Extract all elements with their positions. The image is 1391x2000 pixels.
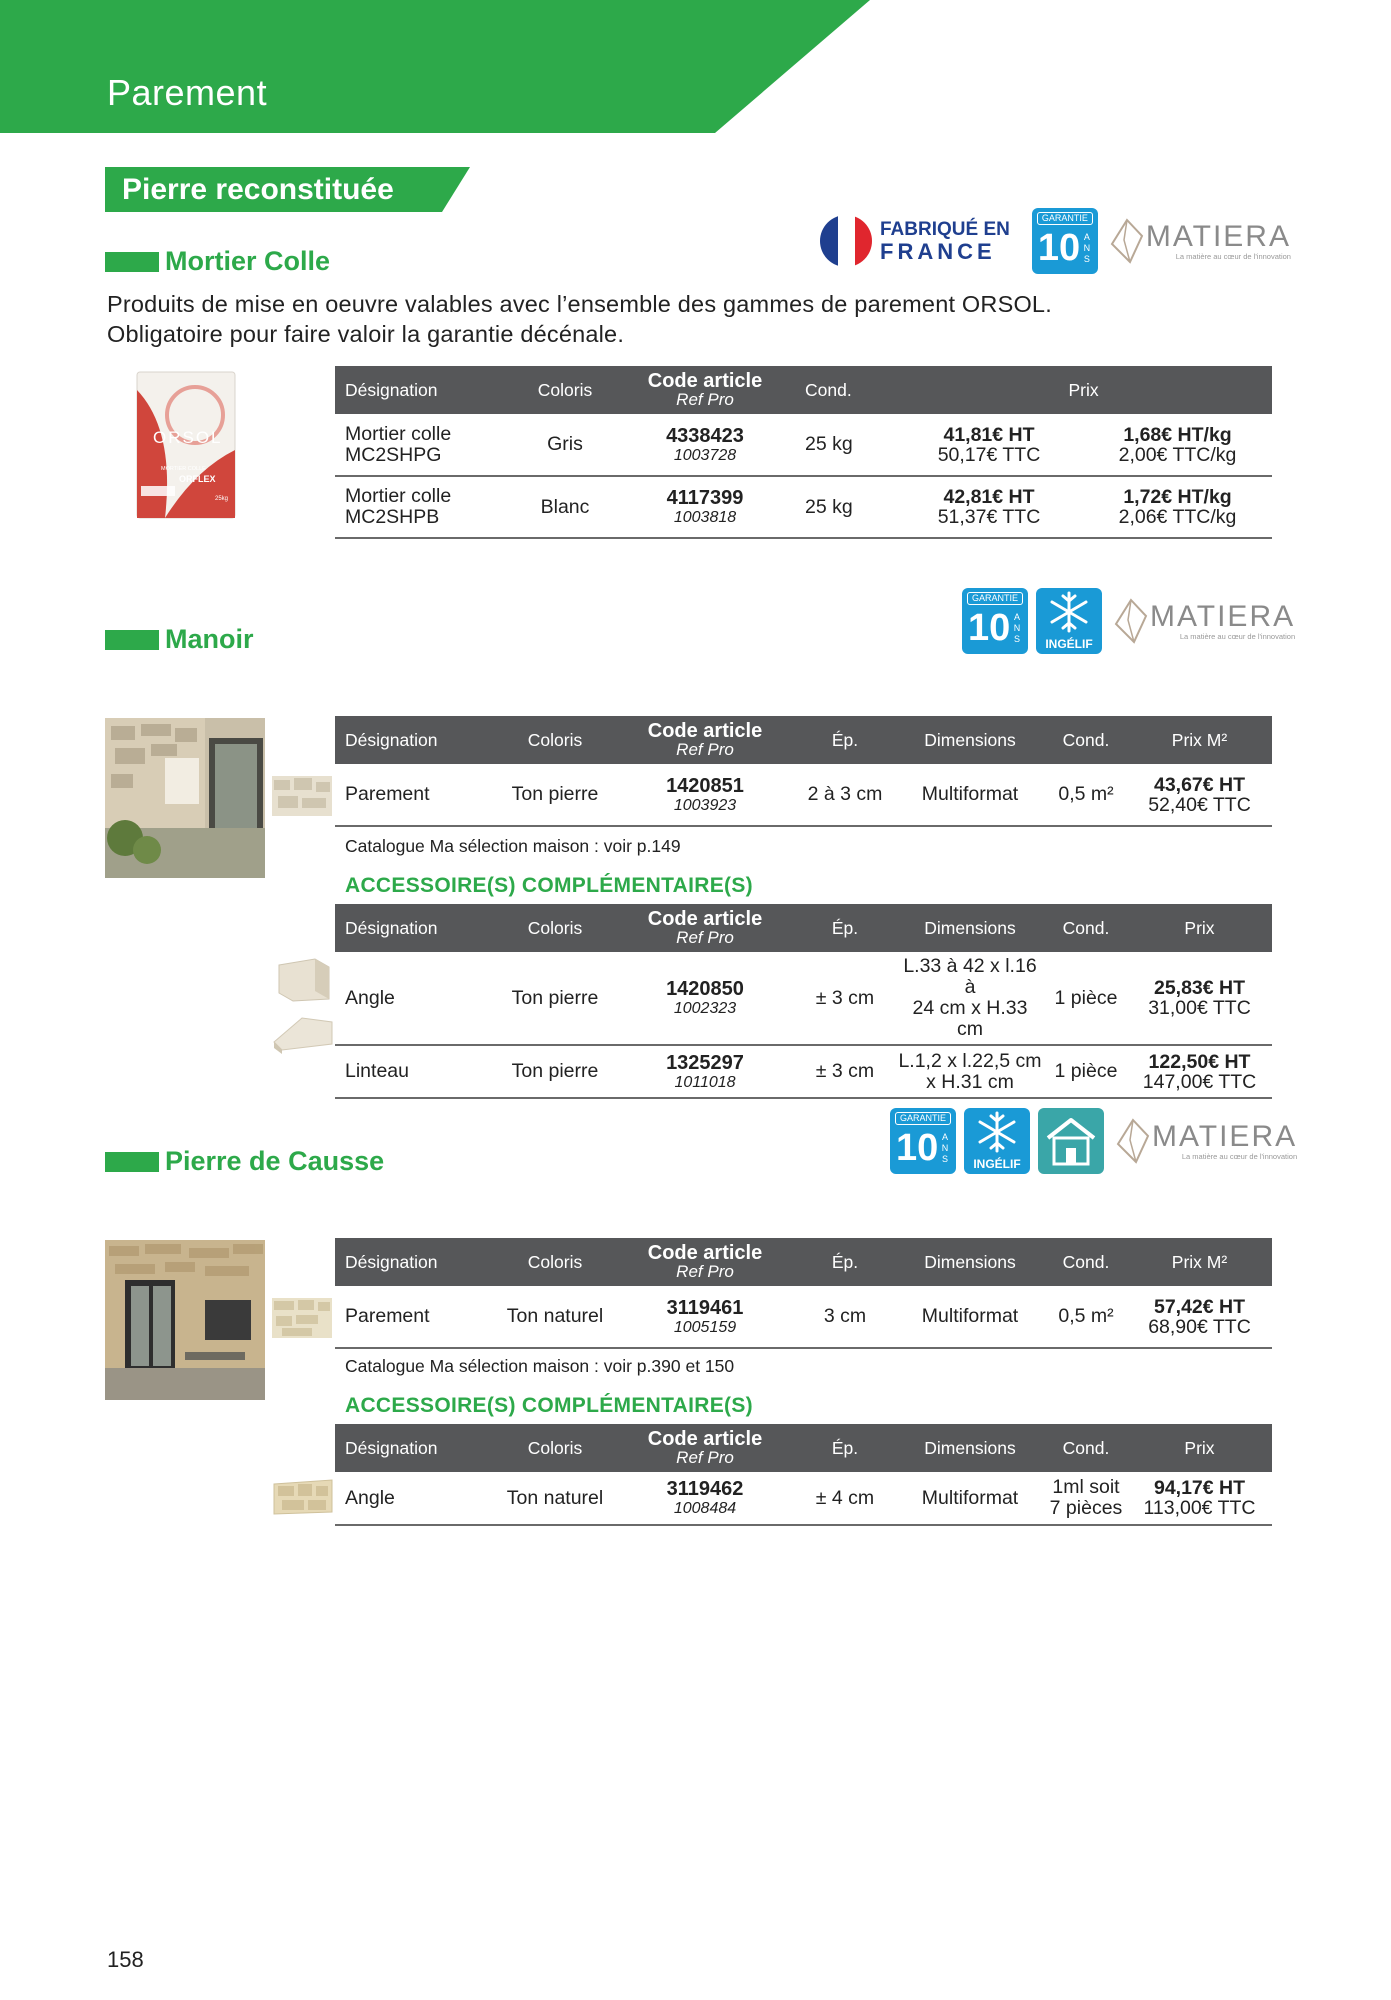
- col-cond: Cond.: [1045, 716, 1127, 764]
- col-cond: Cond.: [795, 366, 895, 414]
- matiera-crystal-icon: [1116, 1118, 1150, 1164]
- col-designation: Désignation: [335, 1238, 495, 1286]
- manoir-catalogue-note: Catalogue Ma sélection maison : voir p.149: [345, 836, 681, 856]
- bag-product-type: MORTIER COLLE: [161, 466, 206, 472]
- intro-line: Produits de mise en oeuvre valables avec l’ensemble des gammes de parement ORSOL.: [107, 291, 1052, 317]
- cell-price: [1127, 1472, 1272, 1525]
- causse-table: [335, 1238, 1272, 1349]
- cell-code: [615, 1045, 795, 1098]
- page-header-banner: [0, 0, 870, 133]
- ref-value: 1003923: [673, 796, 737, 814]
- section-title: Pierre de Causse: [165, 1146, 385, 1176]
- causse-accessories-title: ACCESSOIRE(S) COMPLÉMENTAIRE(S): [345, 1394, 753, 1417]
- table-row: [335, 414, 1272, 476]
- cell-ep: ± 4 cm: [795, 1472, 895, 1525]
- matiera-crystal-icon: [1110, 218, 1144, 264]
- col-prix: Prix M²: [1127, 1238, 1272, 1286]
- col-prix: Prix: [1127, 904, 1272, 952]
- cell-price: [1127, 1286, 1272, 1348]
- dimension-line: x H.31 cm: [926, 1070, 1014, 1093]
- code-value: 4117399: [666, 487, 744, 509]
- unit-price-ttc: 2,06€ TTC/kg: [1118, 506, 1237, 528]
- matiera-name: MATIERA: [1152, 1119, 1298, 1153]
- section-title: Mortier Colle: [165, 246, 331, 276]
- page-title: Parement: [107, 72, 268, 113]
- snowflake-icon: [975, 1110, 1019, 1154]
- col-ep: Ép.: [795, 716, 895, 764]
- unit-price-ttc: 2,00€ TTC/kg: [1118, 443, 1237, 466]
- causse-catalogue-note: Catalogue Ma sélection maison : voir p.390 et 150: [345, 1356, 735, 1376]
- code-value: 1420850: [666, 978, 744, 1000]
- col-code: [615, 1238, 795, 1286]
- cell-cond: 1 pièce: [1045, 1045, 1127, 1098]
- cell-coloris: Ton naturel: [495, 1286, 615, 1348]
- cell-code: [615, 476, 795, 538]
- cell-coloris: Gris: [515, 414, 615, 476]
- price-ht: 43,67€ HT: [1153, 773, 1246, 796]
- section-marker: [105, 630, 159, 650]
- price-ht: 57,42€ HT: [1153, 1295, 1246, 1318]
- ref-label: Ref Pro: [676, 928, 734, 947]
- ingelif-label: INGÉLIF: [1045, 637, 1093, 651]
- matiera-logo: [1114, 598, 1295, 644]
- garantie-label: GARANTIE: [895, 1112, 951, 1125]
- section-mortier-colle: [105, 246, 330, 277]
- cell-cond: [1045, 1472, 1127, 1525]
- garantie-unit: ANS: [1013, 612, 1021, 644]
- col-designation: Désignation: [335, 904, 495, 952]
- cell-code: [615, 952, 795, 1045]
- cell-dimensions: Multiformat: [895, 764, 1045, 826]
- garantie-label: GARANTIE: [967, 592, 1023, 605]
- price-ttc: 113,00€ TTC: [1143, 1497, 1256, 1519]
- table-row: [335, 1286, 1272, 1348]
- col-coloris: Coloris: [495, 1238, 615, 1286]
- ref-label: Ref Pro: [676, 1448, 734, 1467]
- table-header-row: [335, 1238, 1272, 1286]
- code-label: Code article: [647, 1242, 763, 1264]
- causse-badges: [890, 1108, 1305, 1174]
- garantie-10-ans-badge: [962, 588, 1028, 654]
- col-ep: Ép.: [795, 1238, 895, 1286]
- matiera-tagline: La matière au cœur de l'innovation: [1181, 1151, 1298, 1161]
- col-coloris: Coloris: [515, 366, 615, 414]
- ingelif-badge: [964, 1108, 1030, 1174]
- col-ep: Ép.: [795, 1424, 895, 1472]
- mortier-intro: [107, 289, 1052, 349]
- col-code: [615, 716, 795, 764]
- col-code: [615, 1424, 795, 1472]
- garantie-years: 10: [896, 1127, 939, 1169]
- garantie-label: GARANTIE: [1037, 212, 1093, 225]
- price-ttc: 147,00€ TTC: [1142, 1070, 1257, 1093]
- cell-designation: Angle: [335, 1472, 495, 1525]
- code-value: 4338423: [666, 424, 744, 447]
- section-marker: [105, 1152, 159, 1172]
- ingelif-label: INGÉLIF: [973, 1157, 1021, 1171]
- price-ttc: 31,00€ TTC: [1148, 997, 1251, 1019]
- cell-dimensions: [895, 952, 1045, 1045]
- cell-coloris: Ton pierre: [495, 764, 615, 826]
- code-label: Code article: [647, 908, 763, 930]
- cell-ep: ± 3 cm: [795, 1045, 895, 1098]
- manoir-accessories-table: [335, 904, 1272, 1099]
- col-prix: Prix: [895, 366, 1272, 414]
- fabrique-line2: FRANCE: [880, 239, 996, 264]
- ref-value: 1011018: [674, 1073, 736, 1091]
- matiera-tagline: La matière au cœur de l'innovation: [1175, 251, 1291, 261]
- matiera-tagline: La matière au cœur de l'innovation: [1179, 631, 1296, 641]
- col-code: [615, 366, 795, 414]
- price-ht: 94,17€ HT: [1153, 1477, 1246, 1499]
- code-label: Code article: [647, 720, 763, 742]
- dimension-line: 24 cm x H.33 cm: [912, 997, 1028, 1040]
- section-manoir: [105, 624, 254, 655]
- causse-photo: [105, 1240, 265, 1400]
- cell-designation: Angle: [335, 952, 495, 1045]
- bag-weight: 25kg: [215, 496, 229, 502]
- table-row: [335, 1472, 1272, 1525]
- matiera-logo: [1116, 1118, 1297, 1164]
- table-row: [335, 764, 1272, 826]
- code-value: 3119462: [666, 1478, 744, 1500]
- table-row: [335, 476, 1272, 538]
- unit-price-ht: 1,72€ HT/kg: [1123, 486, 1232, 508]
- cell-cond: 0,5 m²: [1045, 1286, 1127, 1348]
- ref-value: 1002323: [673, 1000, 737, 1017]
- section-marker: [105, 252, 159, 272]
- cell-price: [895, 414, 1083, 476]
- cell-price: [895, 476, 1083, 538]
- cell-code: [615, 414, 795, 476]
- price-ht: 42,81€ HT: [943, 486, 1035, 508]
- cell-price: [1127, 1045, 1272, 1098]
- col-prix: Prix: [1127, 1424, 1272, 1472]
- col-designation: Désignation: [335, 366, 515, 414]
- col-ep: Ép.: [795, 904, 895, 952]
- intro-line: Obligatoire pour faire valoir la garantie décénale.: [107, 321, 625, 347]
- col-coloris: Coloris: [495, 1424, 615, 1472]
- col-designation: Désignation: [335, 716, 495, 764]
- cell-ep: ± 3 cm: [795, 952, 895, 1045]
- cell-dimensions: [895, 1045, 1045, 1098]
- code-label: Code article: [647, 1428, 763, 1450]
- price-ht: 25,83€ HT: [1153, 977, 1246, 999]
- col-cond: Cond.: [1045, 1424, 1127, 1472]
- mortier-table: [335, 366, 1272, 539]
- col-dimensions: Dimensions: [895, 1238, 1045, 1286]
- cell-cond: 1 pièce: [1045, 952, 1127, 1045]
- cell-price: [1127, 764, 1272, 826]
- cell-dimensions: Multiformat: [895, 1472, 1045, 1525]
- cell-cond: 0,5 m²: [1045, 764, 1127, 826]
- bag-product: ORFLEX: [179, 474, 216, 484]
- page-number: 158: [107, 1947, 144, 1972]
- col-prix: Prix M²: [1127, 716, 1272, 764]
- causse-angle-thumb: [272, 1478, 334, 1516]
- ref-value: 1005159: [673, 1318, 737, 1336]
- garantie-unit: ANS: [1083, 232, 1091, 264]
- bag-brand: ORSOL: [153, 428, 223, 447]
- dimension-line: L.1,2 x l.22,5 cm: [898, 1049, 1042, 1072]
- col-dimensions: Dimensions: [895, 904, 1045, 952]
- col-code: [615, 904, 795, 952]
- fabrique-en-france-logo: [818, 213, 1010, 269]
- cell-unit-price: [1083, 414, 1272, 476]
- cell-coloris: Blanc: [515, 476, 615, 538]
- cell-designation: [335, 414, 515, 476]
- ref-value: 1008484: [673, 1500, 737, 1517]
- garantie-unit: ANS: [941, 1132, 949, 1164]
- cell-code: [615, 764, 795, 826]
- cond-line: 1ml soit: [1052, 1476, 1120, 1498]
- matiera-crystal-icon: [1114, 598, 1148, 644]
- cell-designation: Linteau: [335, 1045, 495, 1098]
- price-ttc: 68,90€ TTC: [1148, 1315, 1251, 1338]
- french-flag-icon: [818, 213, 874, 269]
- unit-price-ht: 1,68€ HT/kg: [1123, 423, 1232, 446]
- ingelif-badge: [1036, 588, 1102, 654]
- matiera-name: MATIERA: [1145, 219, 1291, 253]
- cell-ep: 3 cm: [795, 1286, 895, 1348]
- col-coloris: Coloris: [495, 716, 615, 764]
- ref-label: Ref Pro: [676, 1262, 734, 1281]
- price-ttc: 50,17€ TTC: [937, 443, 1041, 466]
- cell-price: [1127, 952, 1272, 1045]
- causse-accessories-table: [335, 1424, 1272, 1526]
- house-icon: [1038, 1108, 1104, 1174]
- ref-label: Ref Pro: [676, 390, 734, 409]
- manoir-parement-thumb: [272, 776, 332, 816]
- price-ttc: 52,40€ TTC: [1148, 793, 1251, 816]
- garantie-years: 10: [1037, 227, 1081, 269]
- manoir-table: [335, 716, 1272, 827]
- manoir-photo: [105, 718, 265, 878]
- cell-ep: 2 à 3 cm: [795, 764, 895, 826]
- cell-designation: Parement: [335, 1286, 495, 1348]
- matiera-logo: [1110, 218, 1291, 264]
- designation-line: MC2SHPG: [345, 443, 442, 466]
- cell-unit-price: [1083, 476, 1272, 538]
- table-header-row: [335, 1424, 1272, 1472]
- code-label: Code article: [647, 370, 763, 392]
- col-designation: Désignation: [335, 1424, 495, 1472]
- table-row: [335, 1045, 1272, 1098]
- cell-cond: 25 kg: [795, 476, 895, 538]
- manoir-accessories-title: ACCESSOIRE(S) COMPLÉMENTAIRE(S): [345, 874, 753, 897]
- cond-line: 7 pièces: [1049, 1497, 1123, 1519]
- snowflake-icon: [1047, 590, 1091, 634]
- cell-cond: 25 kg: [795, 414, 895, 476]
- ref-value: 1003818: [673, 509, 737, 526]
- mortier-bag-image: [135, 370, 237, 520]
- cell-designation: Parement: [335, 764, 495, 826]
- cell-code: [615, 1286, 795, 1348]
- category-banner: [105, 167, 470, 212]
- section-pierre-de-causse: [105, 1146, 384, 1177]
- garantie-10-ans-badge: [890, 1108, 956, 1174]
- cell-coloris: Ton pierre: [495, 1045, 615, 1098]
- price-ht: 122,50€ HT: [1148, 1050, 1251, 1073]
- manoir-linteau-thumb: [272, 1012, 334, 1054]
- causse-parement-thumb: [272, 1298, 332, 1338]
- garantie-years: 10: [968, 607, 1011, 649]
- col-cond: Cond.: [1045, 904, 1127, 952]
- cell-coloris: Ton naturel: [495, 1472, 615, 1525]
- designation-line: MC2SHPB: [345, 506, 440, 528]
- designation-line: Mortier colle: [345, 485, 452, 507]
- ref-value: 1003728: [673, 446, 737, 464]
- cell-coloris: Ton pierre: [495, 952, 615, 1045]
- fabrique-line1: FABRIQUÉ EN: [880, 219, 1010, 240]
- cell-code: [615, 1472, 795, 1525]
- price-ht: 41,81€ HT: [943, 423, 1035, 446]
- dimension-line: L.33 à 42 x l.16 à: [903, 955, 1037, 998]
- col-cond: Cond.: [1045, 1238, 1127, 1286]
- facade-house-badge: [1038, 1108, 1104, 1174]
- code-value: 1420851: [666, 774, 744, 797]
- col-dimensions: Dimensions: [895, 1424, 1045, 1472]
- mortier-badges: [818, 208, 1299, 274]
- price-ttc: 51,37€ TTC: [937, 506, 1041, 528]
- cell-designation: [335, 476, 515, 538]
- table-header-row: [335, 904, 1272, 952]
- table-header-row: [335, 366, 1272, 414]
- col-coloris: Coloris: [495, 904, 615, 952]
- col-dimensions: Dimensions: [895, 716, 1045, 764]
- category-title: Pierre reconstituée: [122, 173, 394, 206]
- section-title: Manoir: [165, 624, 254, 654]
- manoir-angle-thumb: [275, 955, 333, 1003]
- table-header-row: [335, 716, 1272, 764]
- manoir-badges: [962, 588, 1303, 654]
- designation-line: Mortier colle: [345, 422, 452, 445]
- cell-dimensions: Multiformat: [895, 1286, 1045, 1348]
- matiera-name: MATIERA: [1150, 599, 1296, 633]
- ref-label: Ref Pro: [676, 740, 734, 759]
- table-row: [335, 952, 1272, 1045]
- code-value: 3119461: [666, 1296, 744, 1319]
- code-value: 1325297: [666, 1051, 744, 1074]
- garantie-10-ans-badge: [1032, 208, 1098, 274]
